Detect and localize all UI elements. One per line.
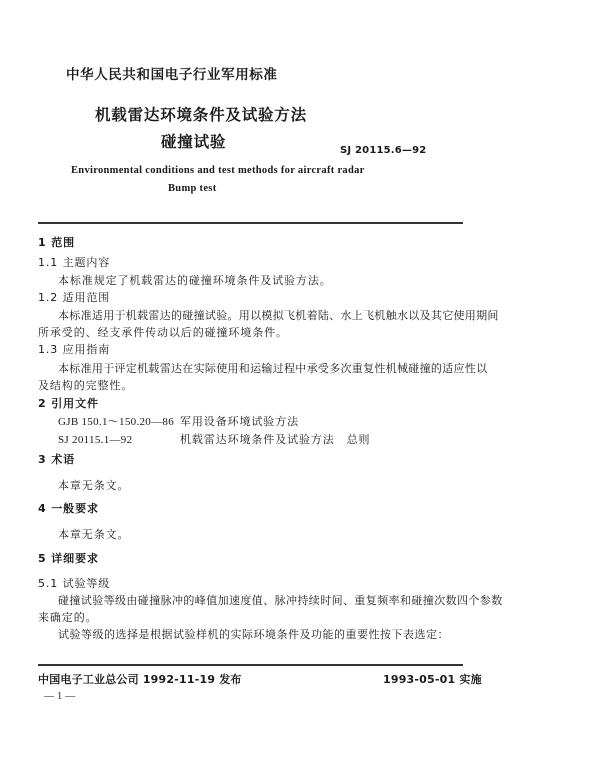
paragraph-line: 碰撞试验等级由碰撞脉冲的峰值加速度值、脉冲持续时间、重复频率和碰撞次数四个参数	[58, 594, 503, 607]
reference-title: 机载雷达环境条件及试验方法 总则	[180, 433, 371, 446]
paragraph-line: 及结构的完整性。	[38, 379, 134, 392]
effective-date: 1993-05-01 实施	[383, 673, 482, 686]
standard-code: SJ 20115.6—92	[340, 145, 427, 156]
reference-code: GJB 150.1～150.20—86	[58, 416, 175, 428]
page-number: — 1 —	[44, 691, 76, 702]
section-1-2-heading: 1.2 适用范围	[38, 291, 111, 304]
section-3-heading: 3 术语	[38, 453, 76, 466]
paragraph-line: 本章无条文。	[58, 479, 130, 492]
paragraph-line: 来确定的。	[38, 611, 98, 624]
paragraph-line: 本标准用于评定机载雷达在实际使用和运输过程中承受多次重复性机械碰撞的适应性以	[58, 362, 488, 375]
section-5-heading: 5 详细要求	[38, 552, 99, 565]
paragraph-line: 所承受的、经支承件传动以后的碰撞环境条件。	[38, 326, 288, 339]
section-2-heading: 2 引用文件	[38, 397, 99, 410]
english-title: Environmental conditions and test methods for aircraft radar	[71, 165, 365, 176]
issue-info: 中国电子工业总公司 1992-11-19 发布	[38, 673, 242, 686]
paragraph-line: 本标准规定了机载雷达的碰撞环境条件及试验方法。	[58, 274, 332, 287]
bottom-divider	[38, 664, 463, 666]
reference-code: SJ 20115.1—92	[58, 434, 133, 446]
org-standard-title: 中华人民共和国电子行业军用标准	[66, 67, 278, 83]
paragraph-line: 试验等级的选择是根据试验样机的实际环境条件及功能的重要性按下表选定：	[58, 628, 449, 641]
paragraph-line: 本标准适用于机载雷达的碰撞试验。用以模拟飞机着陆、水上飞机触水以及其它使用期间	[58, 309, 499, 322]
english-subtitle: Bump test	[168, 183, 217, 194]
section-1-3-heading: 1.3 应用指南	[38, 343, 111, 356]
section-1-heading: 1 范围	[38, 236, 76, 249]
reference-title: 军用设备环境试验方法	[180, 415, 299, 428]
paragraph-line: 本章无条文。	[58, 528, 130, 541]
section-4-heading: 4 一般要求	[38, 502, 99, 515]
document-title: 机载雷达环境条件及试验方法	[95, 106, 307, 124]
section-5-1-heading: 5.1 试验等级	[38, 577, 111, 590]
document-subtitle: 碰撞试验	[161, 133, 227, 151]
section-1-1-heading: 1.1 主题内容	[38, 256, 111, 269]
top-divider	[38, 222, 463, 224]
